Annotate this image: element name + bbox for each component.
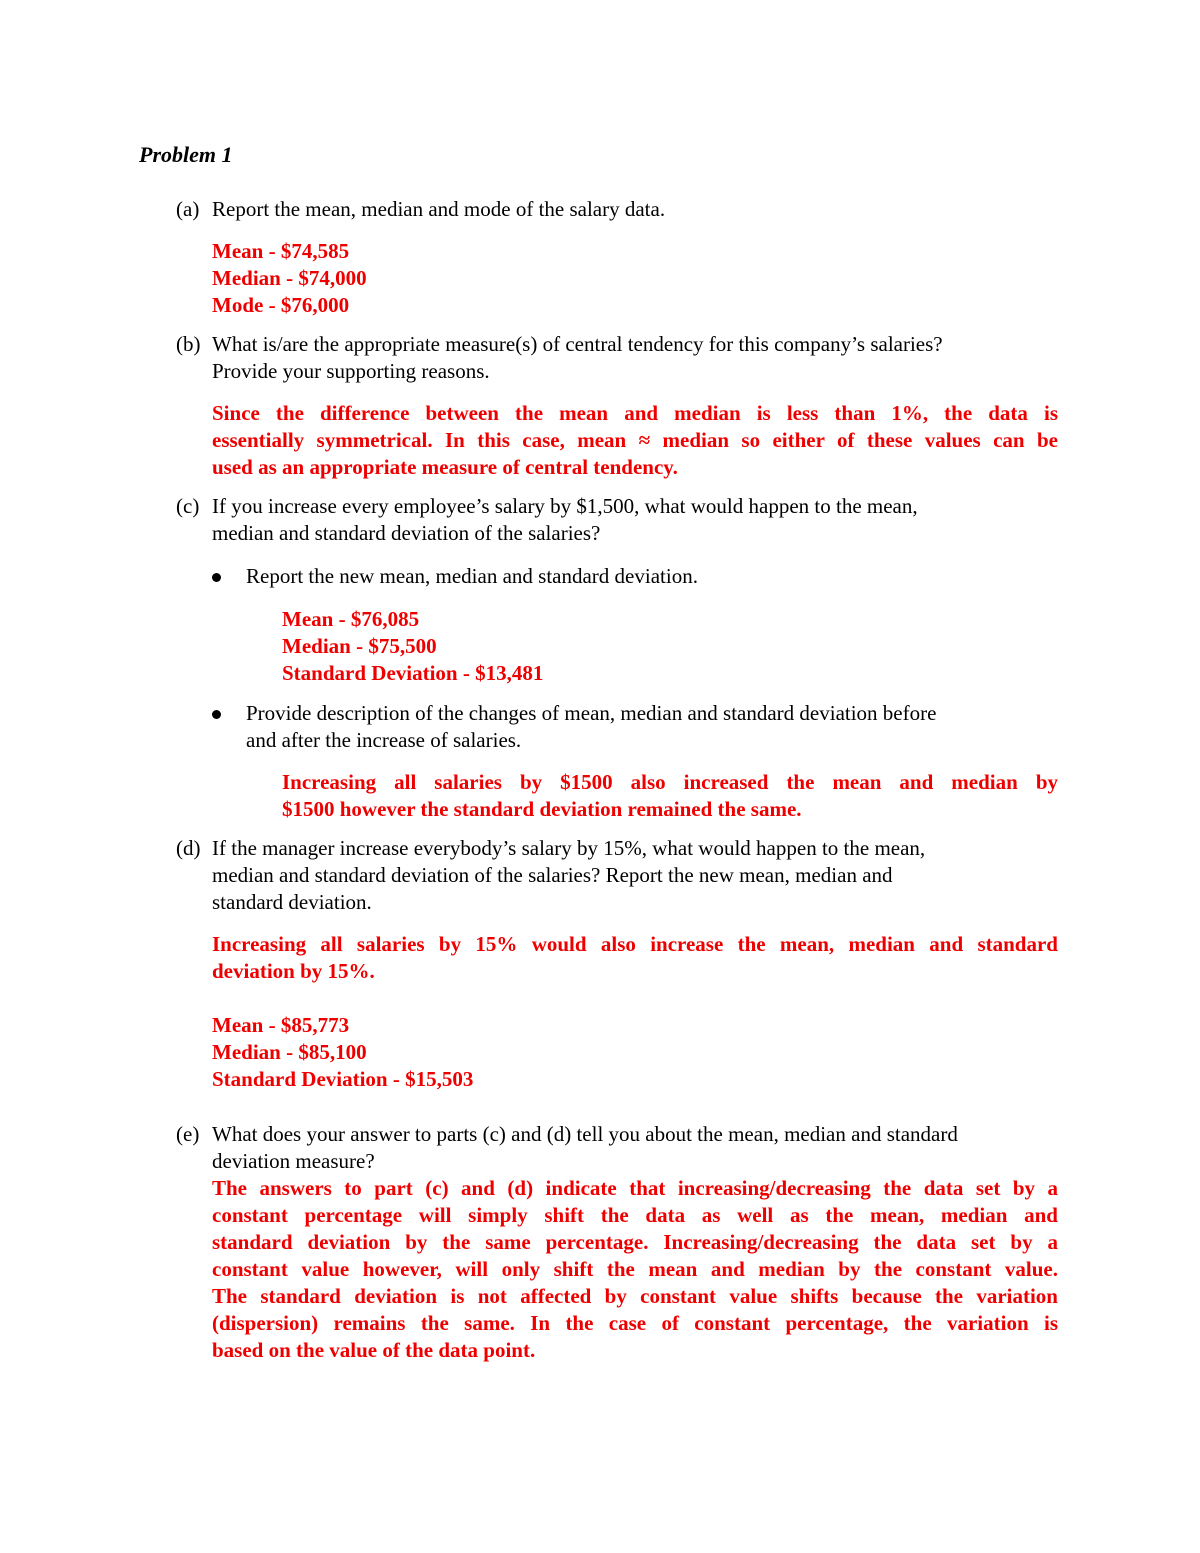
answer-e-line: The standard deviation is not affected by constant value shifts because the variation — [212, 1284, 1058, 1308]
answer-d-median: Median - $85,100 — [212, 1040, 367, 1064]
bullet-line: Provide description of the changes of mean, median and standard deviation before — [246, 701, 937, 725]
answer-c-std: Standard Deviation - $13,481 — [282, 661, 544, 685]
answer-d-line: Increasing all salaries by 15% would also increase the mean, median and standard — [212, 932, 1058, 956]
question-b-text — [212, 331, 1042, 385]
answer-c-bullet1 — [282, 606, 543, 687]
answer-e-line: The answers to part (c) and (d) indicate that increasing/decreasing the data set by a — [212, 1176, 1058, 1200]
answer-b-line: used as an appropriate measure of central tendency. — [212, 455, 678, 479]
question-d-line: If the manager increase everybody’s salary by 15%, what would happen to the mean, — [212, 836, 926, 860]
answer-e — [212, 1175, 1058, 1364]
question-e-label: (e) — [176, 1122, 200, 1146]
answer-b-line: essentially symmetrical. In this case, mean ≈ median so either of these values can be — [212, 428, 1058, 452]
problem-title: Problem 1 — [139, 142, 233, 167]
bullet-icon — [212, 710, 221, 719]
answer-a-median: Median - $74,000 — [212, 266, 367, 290]
bullet-line: and after the increase of salaries. — [246, 728, 522, 752]
answer-a-mean: Mean - $74,585 — [212, 239, 350, 263]
question-c-text — [212, 493, 1042, 547]
answer-c-mean: Mean - $76,085 — [282, 607, 420, 631]
answer-b-line: Since the difference between the mean and median is less than 1%, the data is — [212, 401, 1058, 425]
answer-d-values — [212, 1012, 473, 1093]
question-d-line: standard deviation. — [212, 890, 372, 914]
question-e-text — [212, 1121, 1042, 1175]
answer-c-bullet2 — [282, 769, 1058, 823]
answer-c-line: Increasing all salaries by $1500 also increased the mean and median by — [282, 770, 1058, 794]
answer-d-std: Standard Deviation - $15,503 — [212, 1067, 474, 1091]
answer-d-summary — [212, 931, 1058, 985]
question-c-line: If you increase every employee’s salary by $1,500, what would happen to the mean, — [212, 494, 918, 518]
question-b-line: What is/are the appropriate measure(s) of central tendency for this company’s salaries? — [212, 332, 943, 356]
answer-d-mean: Mean - $85,773 — [212, 1013, 350, 1037]
question-a-text: Report the mean, median and mode of the salary data. — [212, 197, 666, 221]
answer-d-line: deviation by 15%. — [212, 959, 375, 983]
answer-c-line: $1500 however the standard deviation remained the same. — [282, 797, 802, 821]
question-a-label: (a) — [176, 197, 200, 221]
answer-c-median: Median - $75,500 — [282, 634, 437, 658]
answer-e-line: constant percentage will simply shift the data as well as the mean, median and — [212, 1203, 1058, 1227]
question-d-line: median and standard deviation of the salaries? Report the new mean, median and — [212, 863, 893, 887]
answer-e-line: based on the value of the data point. — [212, 1338, 536, 1362]
answer-b — [212, 400, 1058, 481]
answer-e-line: constant value however, will only shift the mean and median by the constant value. — [212, 1257, 1058, 1281]
answer-a — [212, 238, 367, 319]
question-c-line: median and standard deviation of the salaries? — [212, 521, 601, 545]
answer-e-line: standard deviation by the same percentage. Increasing/decreasing the data set by a — [212, 1230, 1058, 1254]
question-e-line: What does your answer to parts (c) and (d) tell you about the mean, median and standard — [212, 1122, 958, 1146]
bullet-text: Report the new mean, median and standard deviation. — [246, 564, 698, 588]
question-b-label: (b) — [176, 332, 201, 356]
question-e-line: deviation measure? — [212, 1149, 375, 1173]
answer-e-line: (dispersion) remains the same. In the case of constant percentage, the variation is — [212, 1311, 1058, 1335]
question-c-label: (c) — [176, 494, 200, 518]
answer-a-mode: Mode - $76,000 — [212, 293, 350, 317]
question-b-line: Provide your supporting reasons. — [212, 359, 490, 383]
bullet-icon — [212, 573, 221, 582]
question-d-text — [212, 835, 1042, 916]
bullet-text — [246, 700, 1046, 754]
question-d-label: (d) — [176, 836, 201, 860]
